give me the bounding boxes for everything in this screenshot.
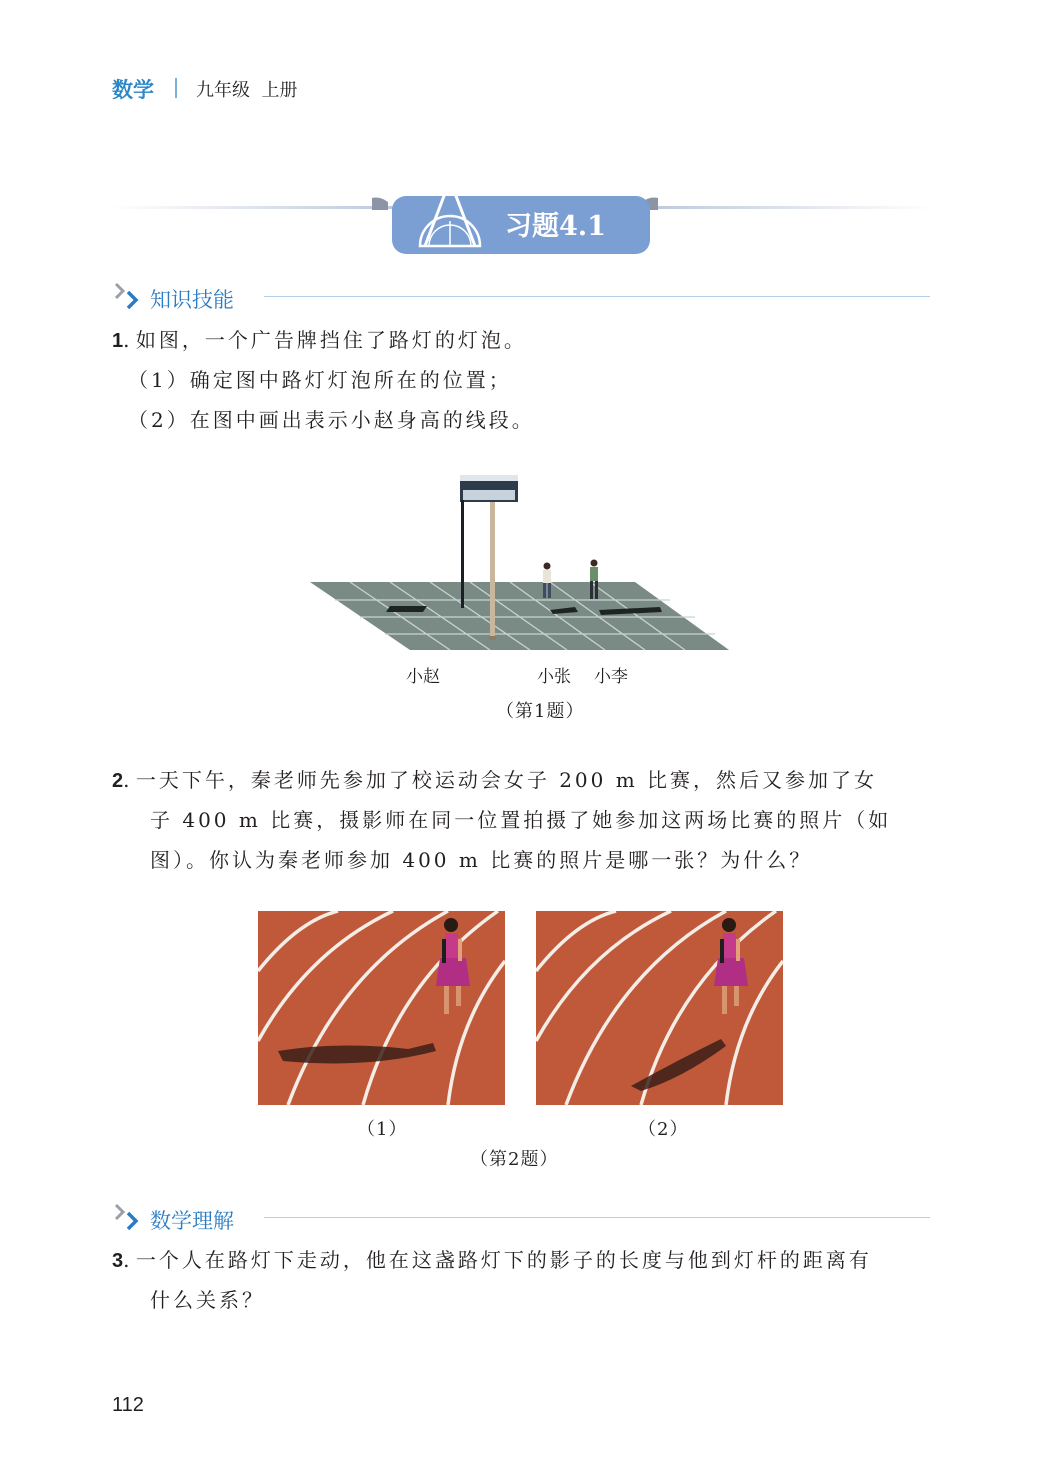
q3-line1: 3. 一个人在路灯下走动，他在这盏路灯下的影子的长度与他到灯杆的距离有: [112, 1248, 872, 1272]
q1-stem: 1. 如图，一个广告牌挡住了路灯的灯泡。: [112, 328, 527, 352]
photo-1: [258, 911, 505, 1105]
q2-line1: 2. 一天下午，秦老师先参加了校运动会女子 200 m 比赛，然后又参加了女: [112, 768, 878, 792]
q2-line3: 图）。你认为秦老师参加 400 m 比赛的照片是哪一张？为什么？: [150, 848, 813, 872]
header-subject: 数学: [112, 78, 154, 102]
runner-photo-2: [536, 911, 783, 1105]
section-rule: [264, 296, 930, 297]
figure-1-caption: （第1题）: [496, 701, 585, 722]
figure-1: [305, 470, 735, 655]
q3-line2: 什么关系？: [150, 1288, 265, 1312]
figure-2-caption: （第2题）: [470, 1149, 559, 1170]
header-divider: [175, 78, 177, 98]
runner-photo-1: [258, 911, 505, 1105]
section-knowledge-skills: [112, 282, 930, 312]
header-grade: [196, 76, 297, 102]
chevron-icon: [112, 1203, 148, 1233]
q2-number: 2: [112, 770, 124, 792]
q1-text: 如图，一个广告牌挡住了路灯的灯泡。: [135, 328, 527, 352]
q2-line2: 子 400 m 比赛，摄影师在同一位置拍摄了她参加这两场比赛的照片（如: [150, 808, 892, 832]
header-grade-text: 九年级: [196, 80, 250, 101]
label-zhang: 小张: [537, 667, 571, 687]
photo-1-label: （1）: [357, 1119, 408, 1140]
page-number: 112: [112, 1394, 144, 1416]
q1-number: 1: [112, 330, 124, 352]
photo-2-label: （2）: [638, 1119, 689, 1140]
q1-part2: （2）在图中画出表示小赵身高的线段。: [128, 408, 535, 432]
photo-2: [536, 911, 783, 1105]
section-rule: [264, 1217, 930, 1218]
section-title: 知识技能: [150, 288, 234, 312]
label-zhao: 小赵: [406, 667, 440, 687]
chevron-icon: [112, 282, 148, 312]
q2-text-1: 一天下午，秦老师先参加了校运动会女子 200 m 比赛，然后又参加了女: [135, 768, 878, 792]
section-math-understanding: [112, 1203, 930, 1233]
q3-text-1: 一个人在路灯下走动，他在这盏路灯下的影子的长度与他到灯杆的距离有: [135, 1248, 872, 1272]
q1-part1: （1）确定图中路灯灯泡所在的位置；: [128, 368, 512, 392]
exercise-banner: [110, 168, 935, 263]
label-li: 小李: [594, 667, 628, 687]
street-scene-illustration: [305, 470, 735, 655]
section-title: 数学理解: [150, 1209, 234, 1233]
header-volume-text: 上册: [261, 80, 298, 101]
exercise-title: 习题4.1: [505, 211, 606, 242]
q3-number: 3: [112, 1250, 124, 1272]
